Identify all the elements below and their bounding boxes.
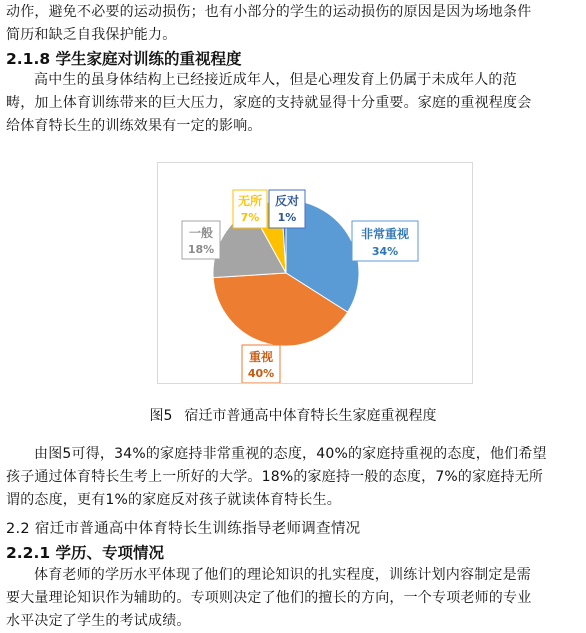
label-value: 7% (240, 211, 260, 224)
data-label-very-important (352, 221, 418, 261)
text-line: 高中生的虽身体结构上已经接近成年人，但是心理发育上仍属于未成年人的范 (34, 72, 517, 88)
text-line: 畴，加上体育训练带来的巨大压力，家庭的支持就显得十分重要。家庭的重视程度会 (6, 95, 532, 111)
data-label-neutral (182, 221, 220, 259)
pie-chart (158, 163, 472, 383)
text-line: 由图5可得，34%的家庭持非常重视的态度，40%的家庭持重视的态度，他们希望 (34, 446, 547, 462)
text-line: 体育老师的学历水平体现了他们的理论知识的扎实程度，训练计划内容制定是需 (34, 567, 531, 583)
label-name: 非常重视 (360, 227, 410, 241)
label-value: 1% (277, 211, 297, 224)
text-line: 要大量理论知识作为辅助的。专项则决定了他们的擅长的方向，一个专项老师的专业 (6, 590, 532, 606)
label-name: 一般 (188, 226, 214, 240)
label-name: 重视 (248, 350, 274, 364)
intro-paragraph (6, 1, 580, 47)
analysis-paragraph (6, 443, 580, 512)
data-label-indifferent (233, 190, 267, 228)
section-heading-2-2: 2.2 宿迁市普通高中体育特长生训练指导老师调查情况 (6, 521, 361, 537)
text-line: 给体育特长生的训练效果有一定的影响。 (6, 118, 262, 134)
text-line: 谓的态度，更有1%的家庭反对孩子就读体育特长生。 (6, 492, 342, 508)
label-value: 18% (187, 243, 215, 256)
figure-caption (0, 405, 586, 425)
figure-number: 图5 (149, 408, 173, 424)
label-name: 无所 (237, 194, 263, 208)
family-support-paragraph (6, 69, 580, 138)
pie-chart-frame (157, 162, 473, 384)
label-value: 40% (247, 367, 275, 380)
label-name: 反对 (274, 194, 300, 208)
data-label-oppose (269, 190, 305, 228)
data-label-important (242, 345, 280, 383)
text-line: 简历和缺乏自我保护能力。 (6, 27, 177, 43)
text-line: 动作，避免不必要的运动损伤；也有小部分的学生的运动损伤的原因是因为场地条件 (6, 4, 532, 20)
teacher-qualification-paragraph (6, 564, 580, 633)
figure-caption-text: 宿迁市普通高中体育特长生家庭重视程度 (184, 408, 437, 424)
section-heading-2-2-1: 2.2.1 学历、专项情况 (6, 544, 165, 562)
text-line: 水平决定了学生的考试成绩。 (6, 613, 191, 629)
section-heading-2-1-8: 2.1.8 学生家庭对训练的重视程度 (6, 50, 242, 68)
text-line: 孩子通过体育特长生考上一所好的大学。18%的家庭持一般的态度，7%的家庭持无所 (6, 469, 544, 485)
label-value: 34% (371, 245, 399, 258)
